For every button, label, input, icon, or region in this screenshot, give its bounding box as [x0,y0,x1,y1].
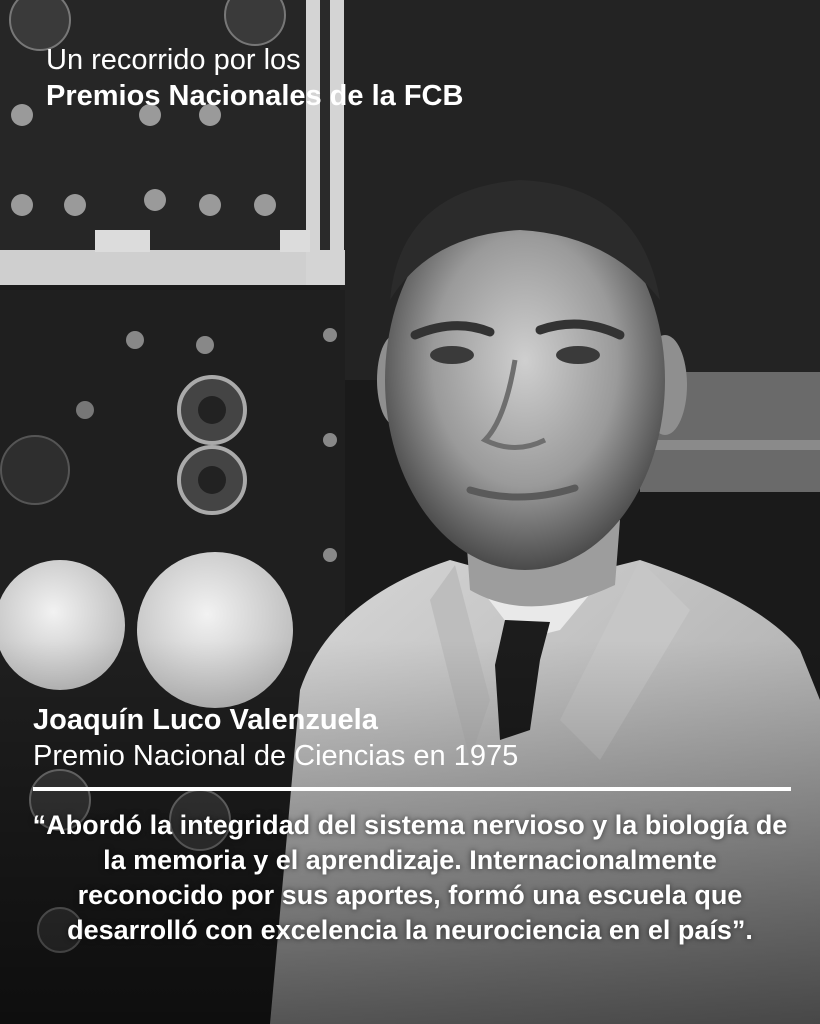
person-block [33,702,518,774]
person-name: Joaquín Luco Valenzuela [33,704,378,736]
quote-text: “Abordó la integridad del sistema nervioso y la biología de la memoria y el aprendizaje. Internacionalmente reconocido por sus aportes, formó una escuela que desarrolló con excelencia la neurociencia en el país”. [32,810,788,945]
series-title: Premios Nacionales de la FCB [46,80,464,112]
series-subtitle: Un recorrido por los [46,44,301,76]
divider-line [33,787,791,791]
award-caption: Premio Nacional de Ciencias en 1975 [33,740,519,772]
series-header [46,42,463,114]
